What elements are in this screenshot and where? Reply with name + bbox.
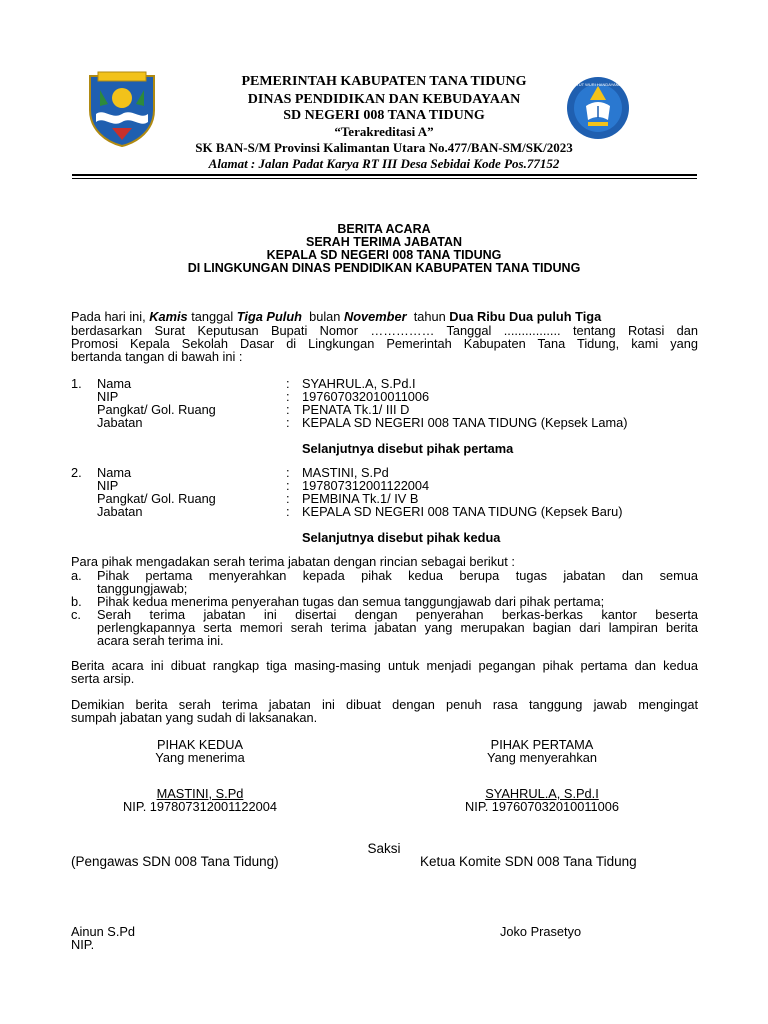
- party-1-number: 1.: [71, 376, 82, 391]
- copies-line-1: Berita acara ini dibuat rangkap tiga masing-masing untuk menjadi pegangan pihak pertama dan kedua: [71, 658, 698, 673]
- document-subtitle-1: SERAH TERIMA JABATAN: [305, 235, 463, 249]
- party-2-label-nip: NIP: [97, 478, 119, 493]
- document-title: BERITA ACARA: [337, 222, 431, 236]
- party-1-position: KEPALA SD NEGERI 008 TANA TIDUNG (Kepsek Lama): [302, 415, 628, 430]
- signature-left-sub: Yang menerima: [155, 750, 245, 765]
- party-1-label-name: Nama: [97, 376, 132, 391]
- school-name: SD NEGERI 008 TANA TIDUNG: [283, 108, 485, 123]
- closing-line-2: sumpah jabatan yang sudah di laksanakan.: [71, 710, 318, 725]
- signature-left-nip: NIP. 197807312001122004: [123, 799, 277, 814]
- party-2-label-name: Nama: [97, 465, 132, 480]
- party-2-name: MASTINI, S.Pd: [302, 465, 389, 480]
- party-2-number: 2.: [71, 465, 82, 480]
- opening-line-2: berdasarkan Surat Keputusan Bupati Nomor …………… Tanggal ................ tentang Rotasi dan: [71, 323, 698, 338]
- item-b-line-1: Pihak kedua menerima penyerahan tugas dan semua tanggungjawab dari pihak pertama;: [97, 594, 605, 609]
- party-1-name: SYAHRUL.A, S.Pd.I: [302, 376, 416, 391]
- month: November: [343, 309, 407, 324]
- colon: :: [286, 491, 290, 506]
- signature-right-sub: Yang menyerahkan: [486, 750, 598, 765]
- party-2-label-position: Jabatan: [97, 504, 143, 519]
- signature-left-role: PIHAK KEDUA: [156, 737, 244, 752]
- item-a-letter: a.: [71, 568, 82, 583]
- school-address: Alamat : Jalan Padat Karya RT III Desa Sebidai Kode Pos.77152: [208, 156, 560, 171]
- accreditation: “Terakreditasi A”: [334, 124, 434, 139]
- signature-right-role: PIHAK PERTAMA: [490, 737, 594, 752]
- party-2-label-rank: Pangkat/ Gol. Ruang: [97, 491, 216, 506]
- colon: :: [286, 478, 290, 493]
- signature-right-name: SYAHRUL.A, S.Pd.I: [485, 786, 599, 801]
- document-subtitle-2: KEPALA SD NEGERI 008 TANA TIDUNG: [266, 248, 502, 262]
- colon: :: [286, 389, 290, 404]
- item-a-line-2: tanggungjawab;: [97, 581, 188, 596]
- opening-line-4: bertanda tangan di bawah ini :: [71, 349, 243, 364]
- item-c-line-2: perlengkapannya serta memori serah terima jabatan yang merupakan bagian dari lampiran berita: [97, 620, 698, 635]
- details-intro: Para pihak mengadakan serah terima jabatan dengan rincian sebagai berikut :: [71, 554, 515, 569]
- item-c-line-3: acara serah terima ini.: [97, 633, 224, 648]
- witness-right-name: Joko Prasetyo: [500, 924, 582, 939]
- copies-line-2: serta arsip.: [71, 671, 135, 686]
- header-rule-thin: [72, 178, 697, 179]
- document-subtitle-3: DI LINGKUNGAN DINAS PENDIDIKAN KABUPATEN TANA TIDUNG: [187, 261, 581, 275]
- colon: :: [286, 376, 290, 391]
- government-name: PEMERINTAH KABUPATEN TANA TIDUNG: [241, 74, 527, 89]
- accreditation-decree: SK BAN-S/M Provinsi Kalimantan Utara No.477/BAN-SM/SK/2023: [195, 140, 573, 155]
- agency-name: DINAS PENDIDIKAN DAN KEBUDAYAAN: [247, 92, 521, 107]
- item-b-letter: b.: [71, 594, 82, 609]
- opening-line-3: Promosi Kepala Sekolah Dasar di Lingkungan Pemerintah Kabupaten Tana Tidung, kami yang: [71, 336, 698, 351]
- party-2-nip: 197807312001122004: [302, 478, 430, 493]
- party-1-label-rank: Pangkat/ Gol. Ruang: [97, 402, 216, 417]
- witness-right-role: Ketua Komite SDN 008 Tana Tidung: [420, 854, 637, 869]
- opening-line-1: Pada hari ini, Kamis tanggal Tiga Puluh bulan November tahun Dua Ribu Dua puluh Tiga: [71, 309, 602, 324]
- party-2-designation: Selanjutnya disebut pihak kedua: [302, 530, 501, 545]
- day: Kamis: [149, 309, 188, 324]
- party-2-rank: PEMBINA Tk.1/ IV B: [302, 491, 419, 506]
- year: Dua Ribu Dua puluh Tiga: [449, 309, 602, 324]
- party-1-designation: Selanjutnya disebut pihak pertama: [302, 441, 514, 456]
- closing-line-1: Demikian berita serah terima jabatan ini dibuat dengan penuh rasa tanggung jawab mengingat: [71, 697, 698, 712]
- colon: :: [286, 465, 290, 480]
- colon: :: [286, 504, 290, 519]
- item-a-line-1: Pihak pertama menyerahkan kepada pihak kedua berupa tugas jabatan dan semua: [97, 568, 698, 583]
- logo-right-motto: TUT WURI HANDAYANI: [576, 82, 620, 87]
- party-1-label-position: Jabatan: [97, 415, 143, 430]
- witness-heading: Saksi: [367, 841, 401, 856]
- party-1-rank: PENATA Tk.1/ III D: [302, 402, 410, 417]
- date: Tiga Puluh: [236, 309, 302, 324]
- party-1-label-nip: NIP: [97, 389, 119, 404]
- witness-left-role: (Pengawas SDN 008 Tana Tidung): [71, 854, 279, 869]
- item-c-line-1: Serah terima jabatan ini disertai dengan penyerahan berkas-berkas kantor beserta: [97, 607, 698, 622]
- signature-right-nip: NIP. 197607032010011006: [465, 799, 619, 814]
- witness-left-name: Ainun S.Pd: [71, 924, 136, 939]
- header-rule-thick: [72, 174, 697, 176]
- party-1-nip: 197607032010011006: [302, 389, 430, 404]
- item-c-letter: c.: [71, 607, 81, 622]
- colon: :: [286, 415, 290, 430]
- witness-left-nip: NIP.: [71, 937, 95, 952]
- colon: :: [286, 402, 290, 417]
- signature-left-name: MASTINI, S.Pd: [156, 786, 244, 801]
- party-2-position: KEPALA SD NEGERI 008 TANA TIDUNG (Kepsek Baru): [302, 504, 623, 519]
